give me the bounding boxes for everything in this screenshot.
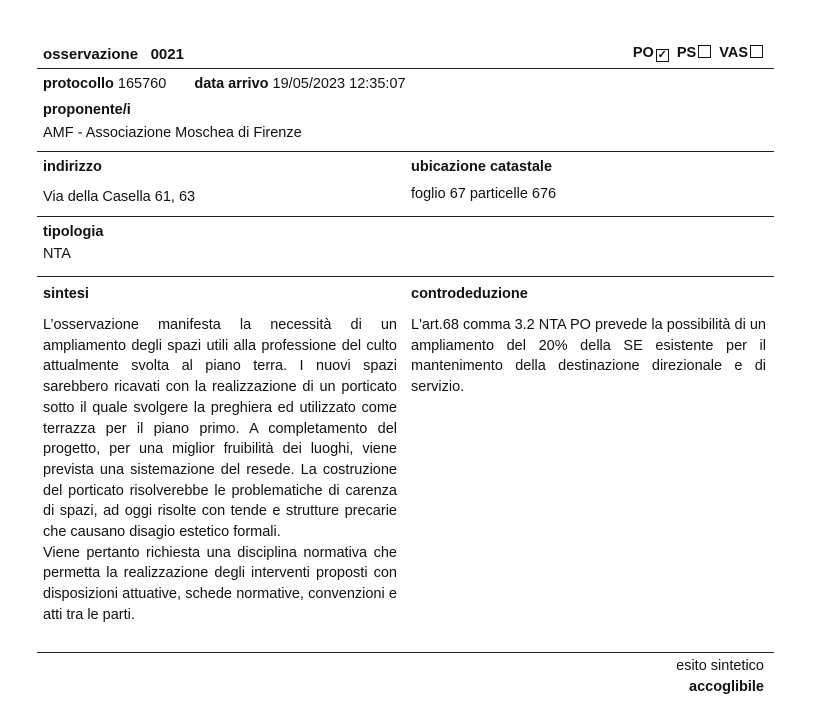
flag-vas-label: VAS bbox=[719, 45, 748, 61]
sintesi-paragraph-1: L’osservazione manifesta la necessità di un ampliamento degli spazi utili alla professione del culto attualmente svolta al piano terra. I nuovi spazi sarebbero ricavati con la realizzazione di un porticato sotto il quale svolgere la preghiera ed utilizzato come terrazza per il piano primo. A completamento del progetto, per una miglior fruibilità dei luoghi, viene prevista una sistemazione del resede. La costruzione del porticato risolverebbe le problematiche di carenza di spazi, ad oggi risolte con tende e strutture precarie che causano disagio estetico formali. bbox=[43, 317, 397, 541]
controdeduzione-paragraph: L'art.68 comma 3.2 NTA PO prevede la possibilità di un ampliamento del 20% della SE esistente per il mantenimento della destinazione direzionale e di servizio. bbox=[411, 317, 766, 396]
esito-label: esito sintetico bbox=[676, 658, 764, 674]
proponente-value: AMF - Associazione Moschea di Firenze bbox=[43, 125, 302, 141]
controdeduzione-label: controdeduzione bbox=[411, 286, 528, 302]
divider bbox=[37, 276, 774, 277]
esito-value: accoglibile bbox=[689, 679, 764, 695]
observation-number: 0021 bbox=[150, 46, 184, 63]
flag-ps bbox=[677, 45, 711, 61]
flag-po-label: PO bbox=[632, 45, 654, 61]
controdeduzione-text bbox=[411, 315, 766, 398]
catastale-label: ubicazione catastale bbox=[411, 159, 553, 175]
flag-ps-label: PS bbox=[676, 45, 697, 61]
indirizzo-label: indirizzo bbox=[43, 159, 102, 175]
flag-vas-checkbox[interactable] bbox=[750, 45, 763, 58]
flag-vas bbox=[719, 45, 763, 61]
flag-po-checkbox[interactable]: ✓ bbox=[657, 49, 667, 61]
sintesi-text bbox=[43, 315, 397, 626]
protocollo-label: protocollo bbox=[43, 76, 114, 92]
sintesi-label: sintesi bbox=[43, 286, 89, 302]
observation-label: osservazione bbox=[43, 46, 139, 63]
divider bbox=[37, 151, 774, 152]
indirizzo-value: Via della Casella 61, 63 bbox=[43, 189, 196, 205]
flag-ps-checkbox[interactable] bbox=[698, 45, 711, 58]
data-arrivo-label: data arrivo bbox=[194, 76, 269, 92]
protocol-row bbox=[43, 76, 406, 92]
esito-block bbox=[676, 656, 764, 698]
flag-po bbox=[633, 45, 669, 61]
data-arrivo-value: 19/05/2023 12:35:07 bbox=[272, 76, 406, 92]
divider bbox=[37, 652, 774, 653]
plan-flags bbox=[633, 45, 763, 62]
proponente-label: proponente/i bbox=[43, 102, 131, 118]
protocollo-value: 165760 bbox=[117, 76, 167, 92]
catastale-value: foglio 67 particelle 676 bbox=[411, 186, 557, 202]
sintesi-paragraph-2: Viene pertanto richiesta una disciplina normativa che permetta la realizzazione degli interventi proposti con disposizioni attuative, schede normative, convenzioni e atti tra le parti. bbox=[43, 544, 397, 623]
divider bbox=[37, 216, 774, 217]
observation-title bbox=[43, 46, 184, 63]
divider bbox=[37, 68, 774, 69]
tipologia-value: NTA bbox=[43, 246, 71, 262]
tipologia-label: tipologia bbox=[43, 224, 104, 240]
